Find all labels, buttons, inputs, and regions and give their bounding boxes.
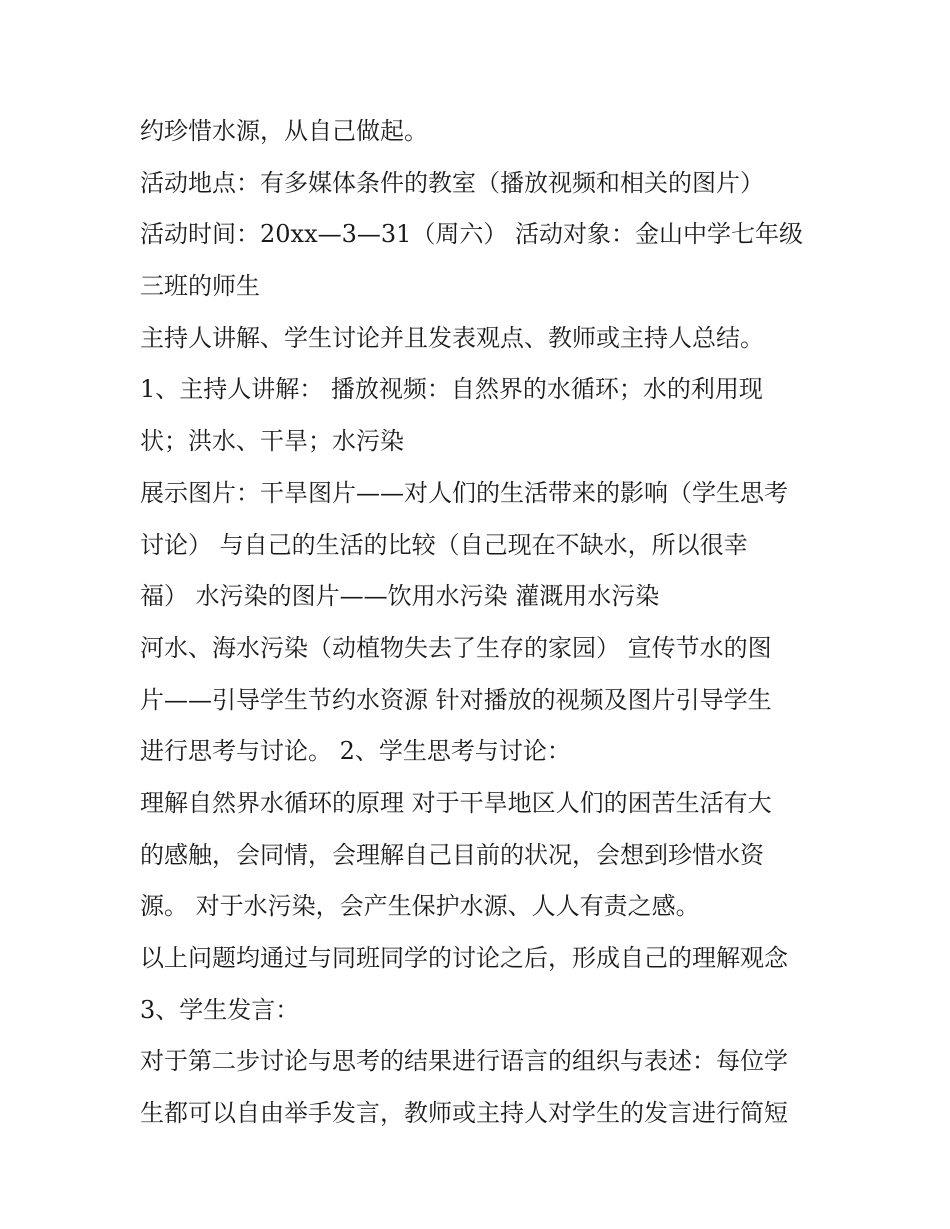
text-line: 状；洪水、干旱；水污染 bbox=[140, 427, 404, 456]
text-line: 展示图片：干旱图片——对人们的生活带来的影响（学生思考 bbox=[140, 478, 788, 507]
text-line: 生都可以自由举手发言，教师或主持人对学生的发言进行简短 bbox=[140, 1099, 788, 1128]
text-line: 理解自然界水循环的原理 对于干旱地区人们的困苦生活有大 bbox=[140, 788, 772, 817]
text-line: 约珍惜水源，从自己做起。 bbox=[140, 117, 428, 145]
text-line: 的感触，会同情，会理解自己目前的状况，会想到珍惜水资 bbox=[140, 840, 764, 869]
text-line: 活动地点：有多媒体条件的教室（播放视频和相关的图片） bbox=[140, 168, 764, 197]
text-line: 进行思考与讨论。 2、学生思考与讨论： bbox=[140, 737, 571, 766]
text-line: 片——引导学生节约水资源 针对播放的视频及图片引导学生 bbox=[140, 685, 772, 714]
text-line: 活动时间：20xx—3—31（周六） 活动对象：金山中学七年级 bbox=[140, 220, 804, 249]
text-line: 源。 对于水污染，会产生保护水源、人人有责之感。 bbox=[140, 892, 700, 921]
text-line: 对于第二步讨论与思考的结果进行语言的组织与表述：每位学 bbox=[140, 1047, 788, 1076]
text-line: 福） 水污染的图片——饮用水污染 灌溉用水污染 bbox=[140, 582, 660, 611]
text-line: 河水、海水污染（动植物失去了生存的家园） 宣传节水的图 bbox=[140, 633, 772, 662]
document-body bbox=[140, 106, 830, 1140]
text-line: 主持人讲解、学生讨论并且发表观点、教师或主持人总结。 bbox=[140, 323, 764, 352]
text-line: 讨论） 与自己的生活的比较（自己现在不缺水，所以很幸 bbox=[140, 530, 748, 559]
text-line: 以上问题均通过与同班同学的讨论之后，形成自己的理解观念 bbox=[140, 944, 788, 972]
text-line: 1、主持人讲解： 播放视频：自然界的水循环；水的利用现 bbox=[140, 375, 763, 404]
text-line: 3、学生发言： bbox=[140, 995, 300, 1024]
text-line: 三班的师生 bbox=[140, 272, 260, 301]
